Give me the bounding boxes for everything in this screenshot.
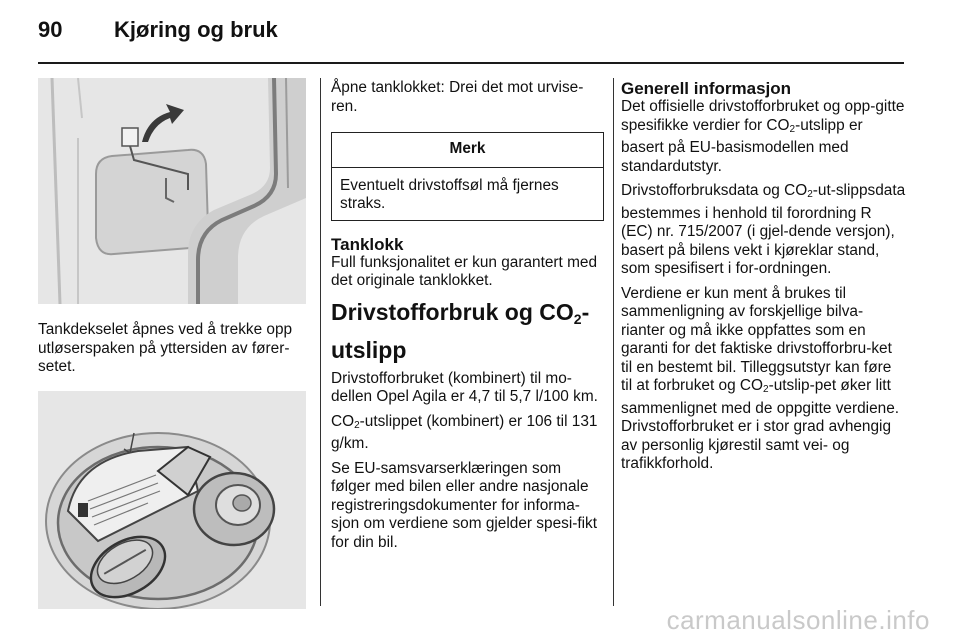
column-divider-1 bbox=[320, 78, 321, 606]
consumption-text: Drivstofforbruket (kombinert) til mo-dellen Opel Agila er 4,7 til 5,7 l/100 km. bbox=[331, 369, 598, 405]
general-info-p3 bbox=[621, 285, 906, 474]
fuel-cap-illustration bbox=[38, 391, 306, 609]
p1-sub: 2 bbox=[789, 123, 796, 135]
co2-pre: CO bbox=[331, 412, 355, 430]
general-info-p1 bbox=[621, 98, 906, 176]
column-divider-2 bbox=[613, 78, 614, 606]
p2-pre: Drivstofforbruksdata og CO bbox=[621, 182, 808, 199]
section-heading bbox=[331, 297, 604, 366]
p2-sub: 2 bbox=[807, 189, 813, 200]
page-title: Kjøring og bruk bbox=[114, 17, 278, 42]
p1-post: -utslipp er basert på EU-basismodellen med standardutstyr. bbox=[621, 116, 863, 175]
p2-post: -ut-slippsdata bestemmes i henhold til forordning R (EC) nr. 715/2007 (i gjel-dende versjon), basert på bilens vekt i kjøreklar stand, som spesifisert i for-ordningen. bbox=[621, 182, 906, 277]
column-1 bbox=[38, 66, 306, 609]
note-box bbox=[331, 132, 604, 221]
co2-emission-text bbox=[331, 413, 604, 454]
tanklokk-text: Full funksjonalitet er kun garantert med det originale tanklokket. bbox=[331, 253, 598, 289]
note-title: Merk bbox=[332, 133, 603, 168]
column-3 bbox=[621, 79, 906, 480]
general-info-p2 bbox=[621, 182, 906, 279]
watermark: carmanualsonline.info bbox=[666, 605, 930, 635]
p3-sub: 2 bbox=[763, 384, 769, 395]
open-cap-instruction: Åpne tanklokket: Drei det mot urvise-ren. bbox=[331, 79, 584, 115]
fuel-door-lever-illustration bbox=[38, 78, 306, 304]
figure-caption: Tankdekselet åpnes ved å trekke opp utløserspaken på yttersiden av fører-setet. bbox=[38, 321, 293, 375]
column-2 bbox=[331, 79, 604, 558]
page-header bbox=[38, 17, 278, 43]
tanklokk-heading: Tanklokk bbox=[331, 234, 404, 254]
page-number: 90 bbox=[38, 17, 63, 42]
p1-pre: Det offisielle drivstofforbruket og opp-gitte spesifikke verdier for CO bbox=[621, 98, 905, 134]
p3-post: -utslip-pet øker litt sammenlignet med de oppgitte verdiene. Drivstofforbruket er i stor grad avhengig av personlig kjørestil samt vei- og trafikkforhold. bbox=[621, 377, 900, 472]
section-heading-pre: Drivstofforbruk og CO bbox=[331, 298, 574, 325]
eu-declaration-text: Se EU-samsvarserklæringen som følger med bilen eller andre nasjonale registreringsdokumenter for informa-sjon om verdiene som gjelder spesi-fikt for din bil. bbox=[331, 459, 598, 551]
note-text: Eventuelt drivstoffsøl må fjernes straks. bbox=[340, 176, 559, 212]
fuel-cap-drawing bbox=[38, 391, 306, 609]
fuel-door-lever-drawing bbox=[38, 78, 306, 304]
co2-post: -utslippet (kombinert) er 106 til 131 g/km. bbox=[331, 412, 598, 452]
co2-sub: 2 bbox=[354, 419, 360, 431]
section-heading-sub: 2 bbox=[573, 310, 582, 327]
general-info-heading: Generell informasjon bbox=[621, 79, 792, 98]
p3-pre: Verdiene er kun ment å brukes til sammenligning av forskjellige bilva-rianter og må ikke oppfattes som en garanti for det faktiske drivstofforbru-ket til en bestemt bil. Tilleggsutstyr kan føre til at forbruket og CO bbox=[621, 284, 892, 394]
section-heading-post: -utslipp bbox=[331, 298, 590, 363]
header-rule bbox=[38, 62, 904, 64]
